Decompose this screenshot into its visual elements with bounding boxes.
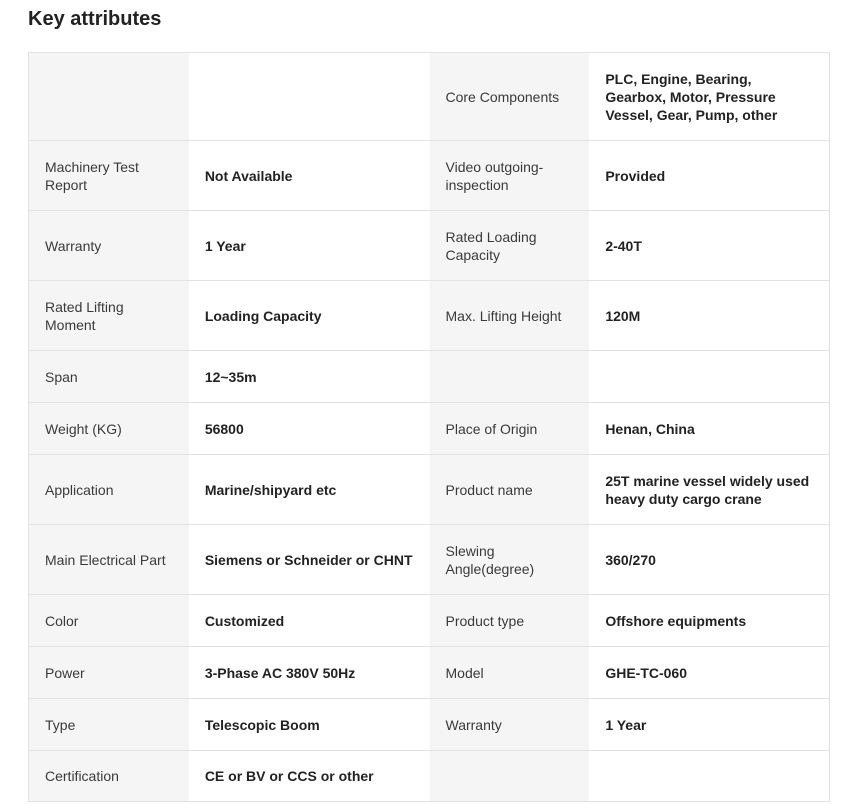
attribute-value: 1 Year (189, 211, 430, 280)
attribute-label: Warranty (430, 699, 590, 750)
attribute-value (589, 751, 829, 801)
attribute-value: 2-40T (589, 211, 829, 280)
attribute-row (29, 210, 829, 280)
attribute-value: GHE-TC-060 (589, 647, 829, 698)
attribute-row (29, 280, 829, 350)
attribute-value: Telescopic Boom (189, 699, 430, 750)
key-attributes-table (28, 52, 830, 802)
attribute-label: Certification (29, 751, 189, 801)
attribute-row (29, 140, 829, 210)
attribute-value: Offshore equipments (589, 595, 829, 646)
attribute-label: Span (29, 351, 189, 402)
attribute-value: 12~35m (189, 351, 430, 402)
attribute-row (29, 524, 829, 594)
attribute-value: Henan, China (589, 403, 829, 454)
attribute-value: Provided (589, 141, 829, 210)
attribute-row (29, 53, 829, 140)
attribute-label: Place of Origin (430, 403, 590, 454)
attribute-label (29, 53, 189, 140)
attribute-value (589, 351, 829, 402)
attribute-value: 1 Year (589, 699, 829, 750)
attribute-value: Siemens or Schneider or CHNT (189, 525, 430, 594)
attribute-value: Loading Capacity (189, 281, 430, 350)
attribute-label: Main Electrical Part (29, 525, 189, 594)
attribute-label (430, 351, 590, 402)
attribute-row (29, 646, 829, 698)
attribute-label: Product name (430, 455, 590, 524)
attribute-row (29, 594, 829, 646)
attribute-label: Machinery Test Report (29, 141, 189, 210)
attribute-label (430, 751, 590, 801)
attribute-row (29, 350, 829, 402)
attribute-label: Model (430, 647, 590, 698)
attribute-label: Max. Lifting Height (430, 281, 590, 350)
attribute-label: Rated Loading Capacity (430, 211, 590, 280)
attribute-value: Not Available (189, 141, 430, 210)
attribute-row (29, 698, 829, 750)
attribute-row (29, 454, 829, 524)
section-heading: Key attributes (28, 8, 162, 30)
attribute-value: 360/270 (589, 525, 829, 594)
attribute-value: 3-Phase AC 380V 50Hz (189, 647, 430, 698)
attribute-label: Rated Lifting Moment (29, 281, 189, 350)
attribute-label: Core Components (430, 53, 590, 140)
attribute-row (29, 750, 829, 801)
attribute-value: 56800 (189, 403, 430, 454)
attribute-value: 120M (589, 281, 829, 350)
attribute-value: Marine/shipyard etc (189, 455, 430, 524)
attribute-label: Slewing Angle(degree) (430, 525, 590, 594)
attribute-label: Power (29, 647, 189, 698)
attribute-label: Type (29, 699, 189, 750)
attribute-value: PLC, Engine, Bearing, Gearbox, Motor, Pressure Vessel, Gear, Pump, other (589, 53, 829, 140)
attribute-label: Warranty (29, 211, 189, 280)
attribute-label: Application (29, 455, 189, 524)
attribute-value: CE or BV or CCS or other (189, 751, 430, 801)
attribute-value (189, 53, 430, 140)
attribute-label: Video outgoing-inspection (430, 141, 590, 210)
attribute-label: Weight (KG) (29, 403, 189, 454)
attribute-label: Color (29, 595, 189, 646)
attribute-value: 25T marine vessel widely used heavy duty cargo crane (589, 455, 829, 524)
attribute-label: Product type (430, 595, 590, 646)
attribute-row (29, 402, 829, 454)
attribute-value: Customized (189, 595, 430, 646)
